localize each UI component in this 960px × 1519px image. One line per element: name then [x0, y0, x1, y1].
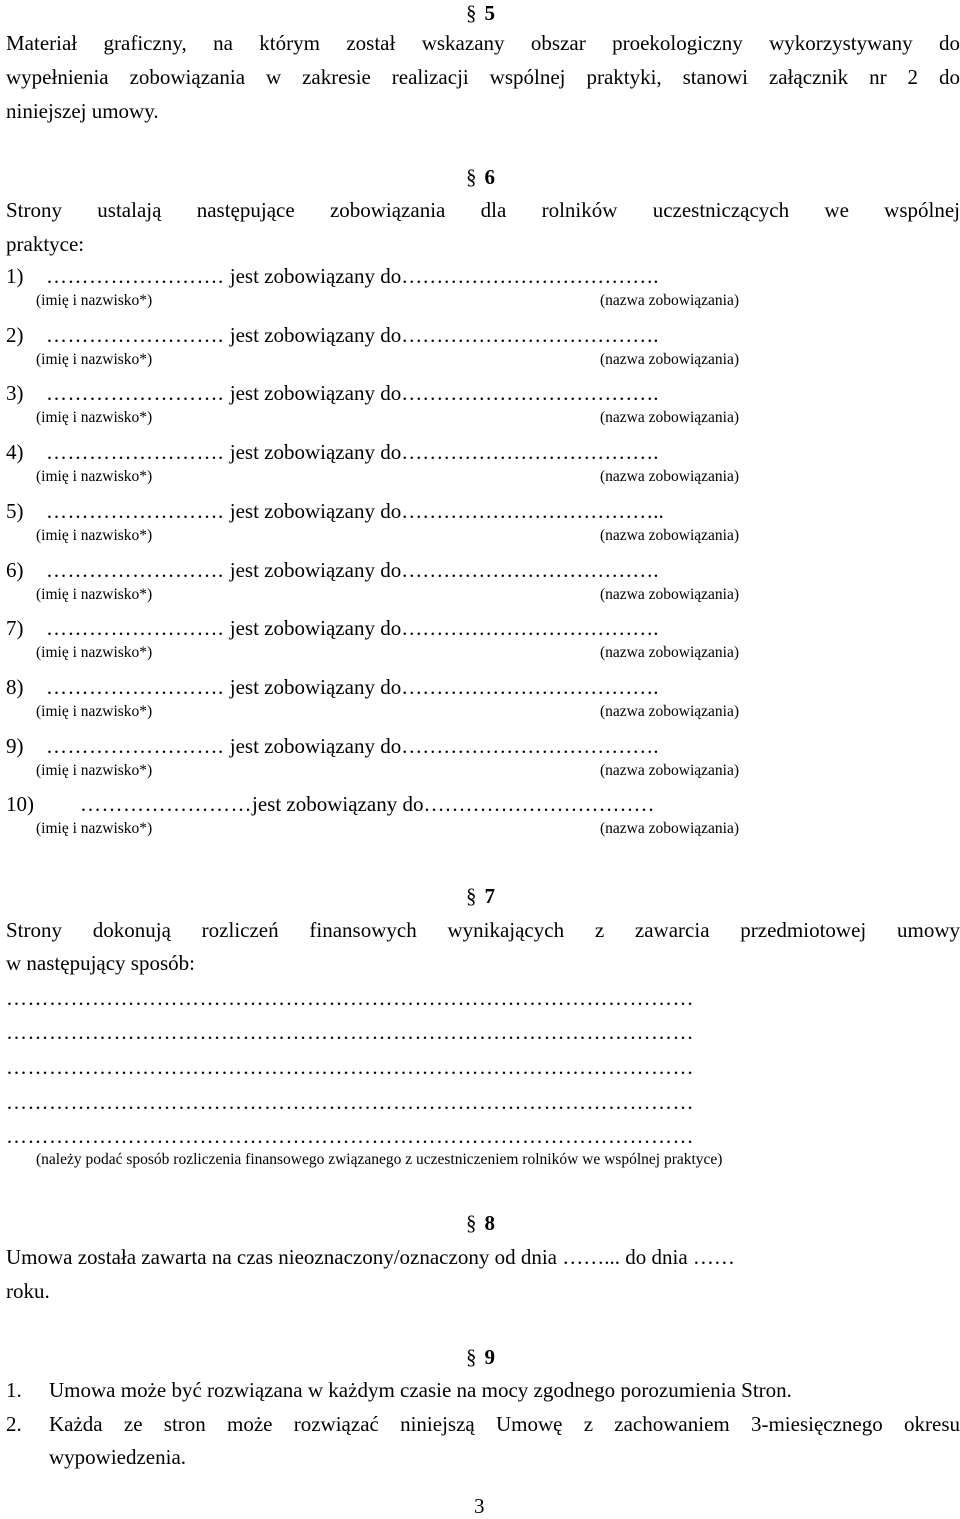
- name-field-hint: (imię i nazwisko*): [36, 820, 153, 837]
- entry-number: 7): [6, 616, 24, 640]
- settlement-dotted-line: ……………………………………………………………………………………: [6, 1124, 694, 1148]
- name-dotted-field: …………………….: [46, 323, 224, 347]
- obligation-field-hint: (nazwa zobowiązania): [600, 292, 739, 309]
- name-field-hint: (imię i nazwisko*): [36, 351, 153, 368]
- obligation-dotted-field: ……………………………….: [401, 616, 659, 640]
- name-field-hint: (imię i nazwisko*): [36, 703, 153, 720]
- section-5-text-line: niniejszej umowy.: [6, 99, 159, 123]
- name-dotted-field: …………………….: [46, 558, 224, 582]
- obligation-dotted-field: ……………………………….: [401, 558, 659, 582]
- entry-connector-text: jest zobowiązany do: [229, 381, 402, 405]
- name-dotted-field: …………………….: [46, 734, 224, 758]
- obligation-entry: [6, 734, 658, 759]
- name-field-hint: (imię i nazwisko*): [36, 762, 153, 779]
- settlement-dotted-line: ……………………………………………………………………………………: [6, 1090, 694, 1114]
- entry-connector-text: jest zobowiązany do: [252, 792, 424, 816]
- list-item-text: Każda ze stron może rozwiązać niniejszą Umowę z zachowaniem 3-miesięcznego okresu: [49, 1412, 960, 1436]
- section-8-text-line: roku.: [6, 1279, 50, 1303]
- section-8-heading: § 8: [466, 1211, 495, 1235]
- obligation-dotted-field: ……………………………: [423, 792, 655, 816]
- name-dotted-field: …………………….: [46, 616, 224, 640]
- section-7-heading: § 7: [466, 884, 495, 908]
- obligation-entry: [6, 323, 658, 348]
- obligation-entry: [6, 499, 664, 524]
- obligation-field-hint: (nazwa zobowiązania): [600, 644, 739, 661]
- entry-connector-text: jest zobowiązany do: [229, 734, 402, 758]
- entry-number: 6): [6, 558, 24, 582]
- obligation-dotted-field: ……………………………….: [401, 323, 659, 347]
- obligation-entry: [6, 381, 658, 406]
- obligation-entry: [6, 558, 658, 583]
- section-5-text-line: wypełnienia zobowiązania w zakresie realizacji wspólnej praktyki, stanowi załącznik nr 2 do: [6, 65, 960, 89]
- entry-connector-text: jest zobowiązany do: [229, 440, 402, 464]
- entry-connector-text: jest zobowiązany do: [229, 616, 402, 640]
- name-dotted-field: ……………………: [80, 792, 252, 816]
- section-8-text-line: Umowa została zawarta na czas nieoznaczony/oznaczony od dnia ……... do dnia ……: [6, 1245, 735, 1269]
- entry-connector-text: jest zobowiązany do: [229, 499, 402, 523]
- obligation-field-hint: (nazwa zobowiązania): [600, 527, 739, 544]
- list-item-number: 2.: [6, 1412, 22, 1436]
- entry-connector-text: jest zobowiązany do: [229, 558, 402, 582]
- obligation-field-hint: (nazwa zobowiązania): [600, 703, 739, 720]
- obligation-entry: [6, 616, 658, 641]
- section-5-text-line: Materiał graficzny, na którym został wskazany obszar proekologiczny wykorzystywany do: [6, 31, 960, 55]
- entry-connector-text: jest zobowiązany do: [229, 264, 402, 288]
- settlement-dotted-line: ……………………………………………………………………………………: [6, 986, 694, 1010]
- section-5-heading: § 5: [466, 1, 495, 25]
- obligation-entry: [6, 264, 658, 289]
- name-field-hint: (imię i nazwisko*): [36, 292, 153, 309]
- entry-number: 10): [6, 792, 34, 816]
- settlement-dotted-line: ……………………………………………………………………………………: [6, 1020, 694, 1044]
- obligation-entry: [6, 675, 658, 700]
- obligation-dotted-field: ……………………………….: [401, 264, 659, 288]
- name-dotted-field: …………………….: [46, 499, 224, 523]
- name-dotted-field: …………………….: [46, 381, 224, 405]
- page-number: 3: [474, 1494, 485, 1518]
- entry-number: 3): [6, 381, 24, 405]
- name-field-hint: (imię i nazwisko*): [36, 586, 153, 603]
- entry-number: 1): [6, 264, 24, 288]
- list-item-number: 1.: [6, 1378, 22, 1402]
- name-field-hint: (imię i nazwisko*): [36, 527, 153, 544]
- obligation-field-hint: (nazwa zobowiązania): [600, 820, 739, 837]
- list-item-text: wypowiedzenia.: [49, 1445, 187, 1469]
- obligation-dotted-field: ………………………………..: [401, 499, 664, 523]
- obligation-field-hint: (nazwa zobowiązania): [600, 586, 739, 603]
- name-dotted-field: …………………….: [46, 264, 224, 288]
- entry-connector-text: jest zobowiązany do: [229, 675, 402, 699]
- name-dotted-field: …………………….: [46, 675, 224, 699]
- obligation-dotted-field: ……………………………….: [401, 440, 659, 464]
- name-dotted-field: …………………….: [46, 440, 224, 464]
- settlement-note: (należy podać sposób rozliczenia finansowego związanego z uczestniczeniem rolników we wspólnej praktyce): [36, 1151, 723, 1168]
- name-field-hint: (imię i nazwisko*): [36, 468, 153, 485]
- name-field-hint: (imię i nazwisko*): [36, 644, 153, 661]
- obligation-dotted-field: ……………………………….: [401, 381, 659, 405]
- obligation-entry: [6, 440, 658, 465]
- section-7-text-line: Strony dokonują rozliczeń finansowych wynikających z zawarcia przedmiotowej umowy: [6, 918, 960, 942]
- obligation-dotted-field: ……………………………….: [401, 675, 659, 699]
- obligation-field-hint: (nazwa zobowiązania): [600, 351, 739, 368]
- obligation-field-hint: (nazwa zobowiązania): [600, 468, 739, 485]
- section-6-heading: § 6: [466, 165, 495, 189]
- section-6-intro-line: Strony ustalają następujące zobowiązania dla rolników uczestniczących we wspólnej: [6, 198, 960, 222]
- obligation-field-hint: (nazwa zobowiązania): [600, 762, 739, 779]
- entry-connector-text: jest zobowiązany do: [229, 323, 402, 347]
- name-field-hint: (imię i nazwisko*): [36, 409, 153, 426]
- entry-number: 2): [6, 323, 24, 347]
- entry-number: 4): [6, 440, 24, 464]
- section-6-intro-line: praktyce:: [6, 232, 85, 256]
- section-7-text-line: w następujący sposób:: [6, 951, 195, 975]
- obligation-entry: [6, 792, 654, 817]
- list-item-text: Umowa może być rozwiązana w każdym czasie na mocy zgodnego porozumienia Stron.: [49, 1378, 792, 1402]
- section-9-heading: § 9: [466, 1345, 495, 1369]
- settlement-dotted-line: ……………………………………………………………………………………: [6, 1055, 694, 1079]
- entry-number: 9): [6, 734, 24, 758]
- entry-number: 5): [6, 499, 24, 523]
- entry-number: 8): [6, 675, 24, 699]
- obligation-field-hint: (nazwa zobowiązania): [600, 409, 739, 426]
- obligation-dotted-field: ……………………………….: [401, 734, 659, 758]
